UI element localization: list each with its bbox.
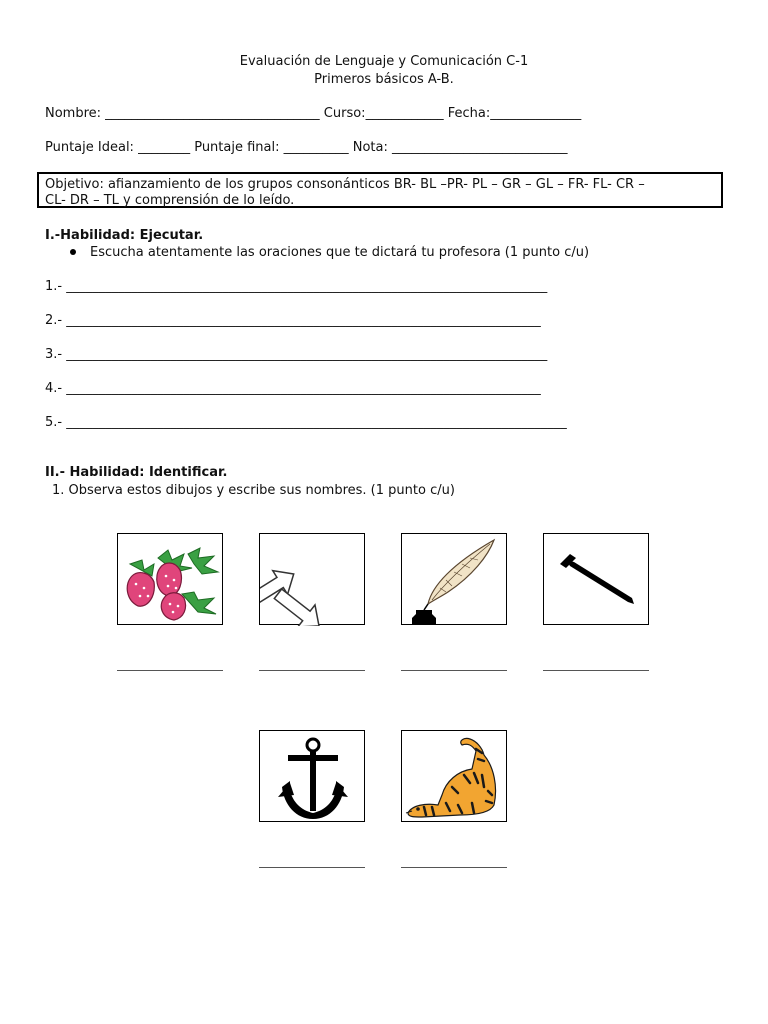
dictation-line-3: 3.- __________________________________________________________________________ [45, 347, 548, 362]
answer-line-2 [259, 670, 365, 671]
section-1-instruction: Escucha atentamente las oraciones que te dictará tu profesora (1 punto c/u) [90, 245, 590, 260]
nail-icon [544, 534, 650, 626]
tiger-icon [402, 731, 508, 823]
picture-box-quill [401, 533, 507, 625]
dictation-line-2: 2.- _________________________________________________________________________ [45, 313, 541, 328]
exam-subtitle: Primeros básicos A-B. [314, 72, 454, 87]
picture-box-anchor [259, 730, 365, 822]
quill-and-inkwell-icon [402, 534, 508, 626]
picture-box-arrows [259, 533, 365, 625]
student-info-line-2: Puntaje Ideal: ________ Puntaje final: __________ Nota: ___________________________ [45, 140, 568, 155]
picture-box-tiger [401, 730, 507, 822]
dictation-line-5: 5.- _____________________________________________________________________________ [45, 415, 567, 430]
answer-line-3 [401, 670, 507, 671]
section-1-title: I.-Habilidad: Ejecutar. [45, 228, 204, 243]
exam-title: Evaluación de Lenguaje y Comunicación C-1 [239, 54, 529, 69]
dictation-line-1: 1.- __________________________________________________________________________ [45, 279, 548, 294]
strawberries-icon [118, 534, 224, 626]
dictation-line-4: 4.- _________________________________________________________________________ [45, 381, 541, 396]
anchor-icon [260, 731, 366, 823]
section-2-title: II.- Habilidad: Identificar. [45, 465, 228, 480]
picture-box-nail [543, 533, 649, 625]
objective-line-2: CL- DR – TL y comprensión de lo leído. [45, 193, 295, 208]
answer-line-6 [401, 867, 507, 868]
answer-line-5 [259, 867, 365, 868]
objective-box [37, 172, 723, 208]
arrows-icon [260, 534, 366, 626]
answer-line-1 [117, 670, 223, 671]
section-2-instruction: 1. Observa estos dibujos y escribe sus nombres. (1 punto c/u) [52, 483, 455, 498]
student-info-line-1: Nombre: _________________________________ Curso:____________ Fecha:______________ [45, 106, 582, 121]
bullet-icon [70, 249, 76, 255]
objective-line-1: Objetivo: afianzamiento de los grupos consonánticos BR- BL –PR- PL – GR – GL – FR- FL- CR – [45, 177, 645, 192]
picture-box-strawberries [117, 533, 223, 625]
answer-line-4 [543, 670, 649, 671]
